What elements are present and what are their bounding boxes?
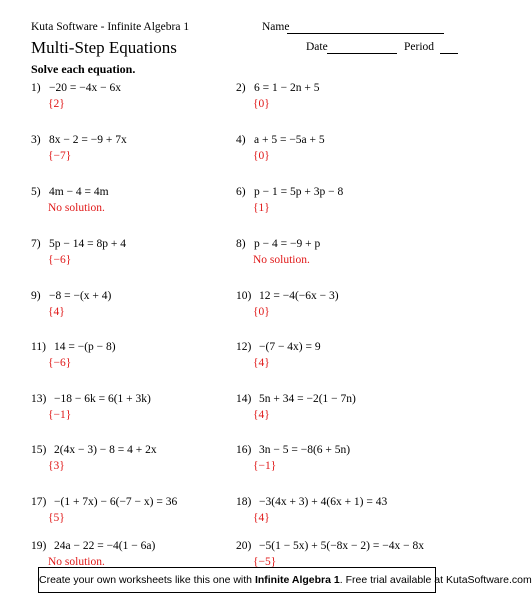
answer-12: {4} [253,357,270,369]
footer-product: Infinite Algebra 1 [254,574,340,586]
answer-4: {0} [253,150,270,162]
answer-19: No solution. [48,556,105,568]
problem-9: 9) [31,290,41,302]
answer-20: {−5} [253,556,277,568]
problem-equation: a + 5 = −5a + 5 [254,134,325,146]
problem-equation: −(1 + 7x) − 6(−7 − x) = 36 [54,496,178,508]
problem-equation: p − 1 = 5p + 3p − 8 [254,186,344,198]
footer-text-after: . Free trial available at KutaSoftware.com [339,574,532,586]
problem-equation: 8x − 2 = −9 + 7x [49,134,127,146]
problem-15: 15) [31,444,47,456]
date-line [327,53,397,54]
answer-7: {−6} [48,254,72,266]
period-label: Period [404,41,435,53]
answer-2: {0} [253,98,270,110]
problem-equation: 5n + 34 = −2(1 − 7n) [259,393,356,405]
period-line [440,53,458,54]
problem-equation: 12 = −4(−6x − 3) [259,290,339,302]
problem-7: 7) [31,238,41,250]
answer-14: {4} [253,409,270,421]
problem-equation: p − 4 = −9 + p [254,238,321,250]
problem-equation: −8 = −(x + 4) [49,290,112,302]
problem-equation: −20 = −4x − 6x [49,82,121,94]
problem-1: 1) [31,82,41,94]
problem-16: 16) [236,444,252,456]
name-label: Name [262,21,290,33]
problem-10: 10) [236,290,252,302]
problem-11: 11) [31,341,46,353]
footer-text-before: Create your own worksheets like this one with [39,574,255,586]
problem-12: 12) [236,341,252,353]
problem-equation: −5(1 − 5x) + 5(−8x − 2) = −4x − 8x [259,540,424,552]
problem-14: 14) [236,393,252,405]
problem-equation: −18 − 6k = 6(1 + 3k) [54,393,151,405]
name-line [287,33,444,34]
publisher-header: Kuta Software - Infinite Algebra 1 [31,21,190,33]
answer-8: No solution. [253,254,310,266]
problem-18: 18) [236,496,252,508]
answer-18: {4} [253,512,270,524]
problem-8: 8) [236,238,246,250]
problem-equation: 5p − 14 = 8p + 4 [49,238,126,250]
answer-1: {2} [48,98,65,110]
answer-15: {3} [48,460,65,472]
problem-13: 13) [31,393,47,405]
problem-equation: 4m − 4 = 4m [49,186,109,198]
problem-equation: 14 = −(p − 8) [54,341,116,353]
problem-5: 5) [31,186,41,198]
problem-equation: −(7 − 4x) = 9 [259,341,321,353]
date-label: Date [306,41,328,53]
answer-16: {−1} [253,460,277,472]
worksheet-title: Multi-Step Equations [31,38,177,57]
problem-6: 6) [236,186,246,198]
answer-6: {1} [253,202,270,214]
problem-equation: 24a − 22 = −4(1 − 6a) [54,540,156,552]
answer-11: {−6} [48,357,72,369]
answer-5: No solution. [48,202,105,214]
answer-3: {−7} [48,150,72,162]
problem-equation: −3(4x + 3) + 4(6x + 1) = 43 [259,496,388,508]
answer-9: {4} [48,306,65,318]
answer-17: {5} [48,512,65,524]
problem-equation: 3n − 5 = −8(6 + 5n) [259,444,351,456]
footer-box [38,567,532,593]
problem-4: 4) [236,134,246,146]
problem-17: 17) [31,496,47,508]
problem-2: 2) [236,82,246,94]
answer-10: {0} [253,306,270,318]
problem-19: 19) [31,540,47,552]
problem-3: 3) [31,134,41,146]
instructions: Solve each equation. [31,62,136,76]
problem-20: 20) [236,540,252,552]
problem-equation: 6 = 1 − 2n + 5 [254,82,320,94]
problem-equation: 2(4x − 3) − 8 = 4 + 2x [54,444,157,456]
answer-13: {−1} [48,409,72,421]
